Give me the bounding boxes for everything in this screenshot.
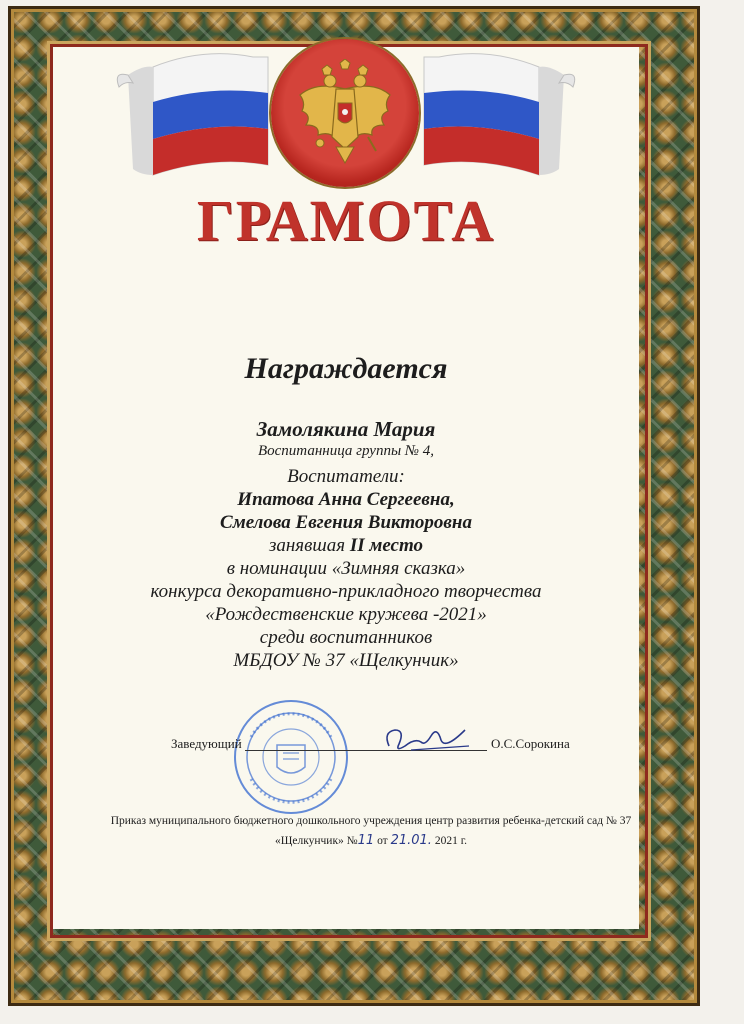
certificate-title: ГРАМОТА [196,188,496,253]
recipient-name: Замолякина Мария [256,417,436,441]
contest-name: «Рождественские кружева -2021» [205,604,487,625]
double-headed-eagle-icon [296,59,394,169]
signature-row [171,730,621,770]
teacher-1: Ипатова Анна Сергеевна, [237,489,455,510]
place-value: II место [349,535,424,556]
teacher-2: Смелова Евгения Викторовна [220,512,472,533]
among-line: среди воспитанников [259,627,433,648]
awarded-heading: Награждается [244,352,448,385]
order-line-1: Приказ муниципального бюджетного дошкольного учреждения центр развития ребенка-детский сад № 37 [110,815,632,827]
order-line-2 [91,831,651,851]
contest-line: конкурса декоративно-прикладного творчества [150,581,542,602]
nomination-line: в номинации «Зимняя сказка» [226,558,466,579]
place-line [53,534,639,557]
signer-name: О.С.Сорокина [491,736,570,751]
group-line: Воспитанница группы № 4, [257,443,434,459]
order-reference [91,812,651,851]
certificate-paper [53,47,639,929]
position-label: Заведующий [171,736,242,751]
order-line-2-mid: от [377,835,388,847]
order-line-2-prefix: «Щелкунчик» № [275,835,358,847]
teachers-label: Воспитатели: [287,466,405,487]
handwritten-signature-icon [381,722,471,758]
institution-line: МБДОУ № 37 «Щелкунчик» [233,650,459,671]
place-prefix: занявшая [268,535,346,556]
order-number: 11 [357,833,375,848]
order-date: 21.01. [390,833,432,848]
order-line-2-suffix: 2021 г. [434,835,467,847]
details-block [53,465,639,672]
